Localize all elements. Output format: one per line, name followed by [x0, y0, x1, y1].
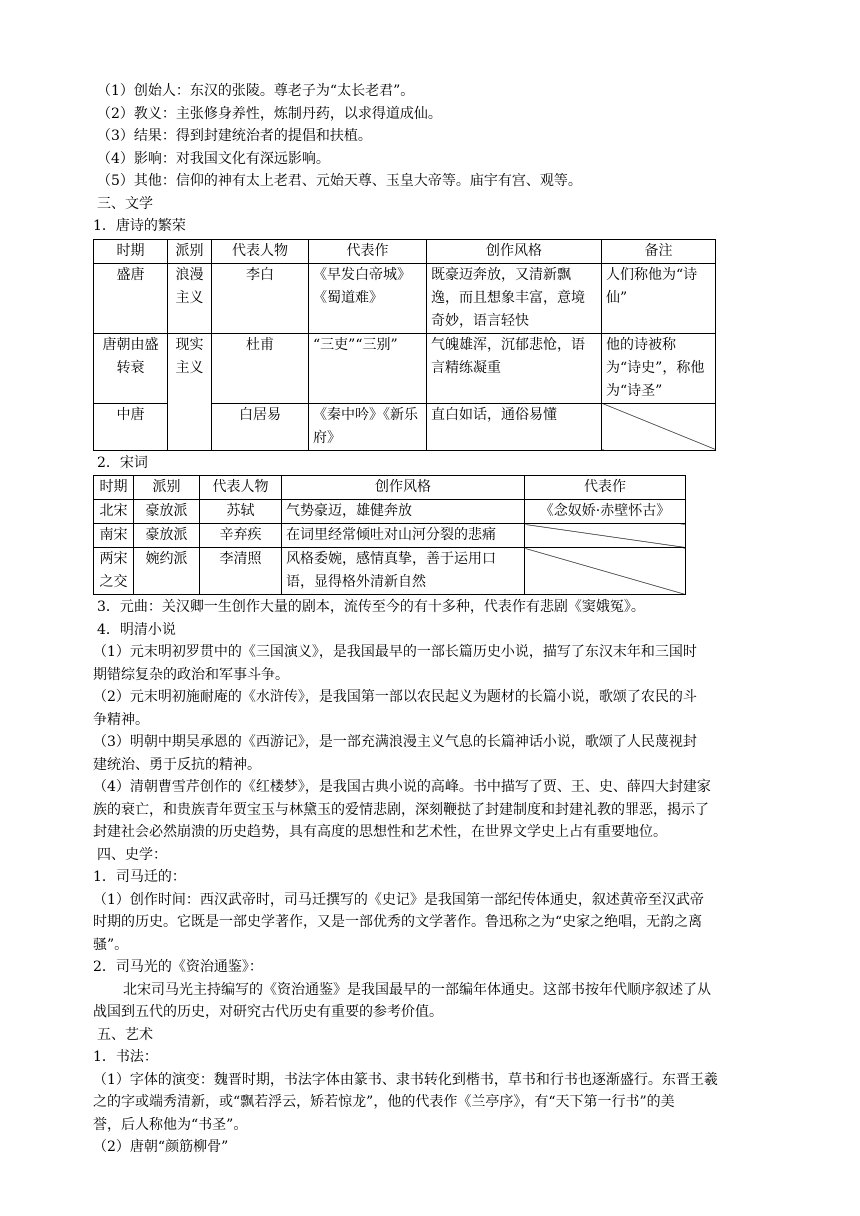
- cell-person: 李白: [212, 263, 309, 333]
- table-row: [94, 548, 686, 595]
- taoism-result: （3）结果：得到封建统治者的提倡和扶植。: [97, 128, 372, 144]
- novel-honglou-line3: 封建社会必然崩溃的历史趋势，具有高度的思想性和艺术性，在世界文学史上占有重要地位。: [93, 824, 667, 840]
- table-row: [94, 500, 686, 524]
- cell-school: 豪放派: [134, 500, 200, 524]
- section-art-heading: 五、艺术: [97, 1026, 153, 1043]
- shiji-line3: 骚”。: [93, 936, 129, 953]
- shiji-line2: 时期的历史。它既是一部史学著作，又是一部优秀的文学著作。鲁迅称之为“史家之绝唱，无韵之离: [93, 914, 703, 930]
- section-literature-heading: 三、文学: [97, 195, 153, 212]
- header-school: 派别: [134, 476, 200, 500]
- sima-guang-heading: 2．司马光的《资治通鉴》：: [93, 959, 263, 975]
- cell-period: 南宋: [94, 524, 134, 548]
- cell-person: 辛弃疾: [200, 524, 282, 548]
- cell-works: “三吏”“三别”: [309, 333, 427, 403]
- cell-period: 北宋: [94, 500, 134, 524]
- cell-works: 《秦中吟》《新乐府》: [309, 403, 427, 450]
- novel-xiyou-line1: （3）明朝中期吴承恩的《西游记》，是一部充满浪漫主义气息的长篇神话小说，歌颂了人民蔑视封: [93, 734, 697, 750]
- shiji-line1: （1）创作时间：西汉武帝时，司马迁撰写的《史记》是我国第一部纪传体通史，叙述黄帝至汉武帝: [93, 891, 704, 908]
- cell-note-empty: [602, 403, 716, 450]
- song-ci-heading: 2．宋词: [97, 454, 148, 471]
- table-row: [94, 524, 686, 548]
- table-header-row: [94, 239, 716, 263]
- header-style: 创作风格: [427, 239, 602, 263]
- calligraphy-line4: （2）唐朝“颜筋柳骨”: [93, 1139, 229, 1155]
- cell-person: 杜甫: [212, 333, 309, 403]
- header-person: 代表人物: [212, 239, 309, 263]
- cell-style: 既豪迈奔放，又清新飘逸，而且想象丰富，意境奇妙，语言轻快: [427, 263, 602, 333]
- cell-work-empty: [525, 548, 686, 595]
- table-row: [94, 263, 716, 333]
- cell-period: 中唐: [94, 403, 168, 450]
- header-note: 备注: [602, 239, 716, 263]
- taoism-founder: （1）创始人：东汉的张陵。尊老子为“太长老君”。: [97, 83, 415, 99]
- header-works: 代表作: [309, 239, 427, 263]
- novel-sanguo-line1: （1）元末明初罗贯中的《三国演义》，是我国最早的一部长篇历史小说，描写了东汉末年和三国时: [93, 644, 697, 660]
- header-school: 派别: [168, 239, 212, 263]
- calligraphy-heading: 1．书法：: [93, 1049, 158, 1065]
- header-period: 时期: [94, 239, 168, 263]
- song-ci-table: [93, 475, 686, 595]
- header-person: 代表人物: [200, 476, 282, 500]
- taoism-doctrine: （2）教义：主张修身养性，炼制丹药，以求得道成仙。: [97, 105, 442, 122]
- cell-note: 他的诗被称为“诗史”，称他为“诗圣”: [602, 333, 716, 403]
- cell-person: 李清照: [200, 548, 282, 595]
- novel-sanguo-line2: 期错综复杂的政治和军事斗争。: [93, 666, 289, 683]
- yuanqu-paragraph: 3．元曲：关汉卿一生创作大量的剧本，流传至今的有十多种，代表作有悲剧《窦娥冤》。: [97, 599, 645, 615]
- table-header-row: [94, 476, 686, 500]
- document-page: [93, 80, 763, 1159]
- cell-person: 苏轼: [200, 500, 282, 524]
- zizhi-line1: 北宋司马光主持编写的《资治通鉴》是我国最早的一部编年体通史。这部书按年代顺序叙述了从: [123, 981, 711, 998]
- novel-shuihu-line1: （2）元末明初施耐庵的《水浒传》，是我国第一部以农民起义为题材的长篇小说，歌颂了农民的斗: [93, 689, 697, 705]
- taoism-other: （5）其他：信仰的神有太上老君、元始天尊、玉皇大帝等。庙宇有宫、观等。: [97, 173, 582, 189]
- cell-period: 盛唐: [94, 263, 168, 333]
- novel-xiyou-line2: 建统治、勇于反抗的精神。: [93, 756, 261, 773]
- novels-heading: 4．明清小说: [97, 621, 176, 638]
- cell-period: 唐朝由盛转衰: [94, 333, 168, 403]
- taoism-influence: （4）影响：对我国文化有深远影响。: [97, 150, 330, 167]
- cell-school: 现实主义: [168, 333, 212, 450]
- section-history-heading: 四、史学：: [97, 846, 167, 863]
- cell-style: 气势豪迈，雄健奔放: [282, 500, 525, 524]
- zizhi-line2: 战国到五代的历史，对研究古代历史有重要的参考价值。: [93, 1004, 443, 1020]
- header-work: 代表作: [525, 476, 686, 500]
- cell-school: 豪放派: [134, 524, 200, 548]
- cell-style: 风格委婉，感情真挚，善于运用口语，显得格外清新自然: [282, 548, 525, 595]
- cell-work: 《念奴娇·赤壁怀古》: [525, 500, 686, 524]
- novel-honglou-line2: 族的衰亡，和贵族青年贾宝玉与林黛玉的爱情悲剧，深刻鞭挞了封建制度和封建礼教的罪恶，揭示了: [93, 801, 709, 818]
- novel-shuihu-line2: 争精神。: [93, 711, 149, 728]
- header-period: 时期: [94, 476, 134, 500]
- cell-person: 白居易: [212, 403, 309, 450]
- calligraphy-line1: （1）字体的演变：魏晋时期，书法字体由篆书、隶书转化到楷书，草书和行书也逐渐盛行。东晋王羲: [93, 1071, 718, 1088]
- cell-period: 两宋之交: [94, 548, 134, 595]
- calligraphy-line2: 之的字或端秀清新，或“飘若浮云，矫若惊龙”，他的代表作《兰亭序》，有“天下第一行书”的美: [93, 1094, 675, 1110]
- table-row: [94, 333, 716, 403]
- cell-note: 人们称他为“诗仙”: [602, 263, 716, 333]
- header-style: 创作风格: [282, 476, 525, 500]
- cell-works: 《早发白帝城》《蜀道难》: [309, 263, 427, 333]
- tang-poetry-table: [93, 239, 716, 451]
- cell-style: 在词里经常倾吐对山河分裂的悲痛: [282, 524, 525, 548]
- cell-style: 直白如话，通俗易懂: [427, 403, 602, 450]
- sima-qian-heading: 1．司马迁的：: [93, 869, 186, 885]
- cell-work-empty: [525, 524, 686, 548]
- cell-school: 浪漫主义: [168, 263, 212, 333]
- novel-honglou-line1: （4）清朝曹雪芹创作的《红楼梦》，是我国古典小说的高峰。书中描写了贾、王、史、薛四大封建家: [93, 779, 711, 795]
- cell-style: 气魄雄浑，沉郁悲怆，语言精练凝重: [427, 333, 602, 403]
- tang-poetry-heading: 1．唐诗的繁荣: [93, 218, 186, 234]
- calligraphy-line3: 誉，后人称他为“书圣”。: [93, 1116, 248, 1133]
- cell-school: 婉约派: [134, 548, 200, 595]
